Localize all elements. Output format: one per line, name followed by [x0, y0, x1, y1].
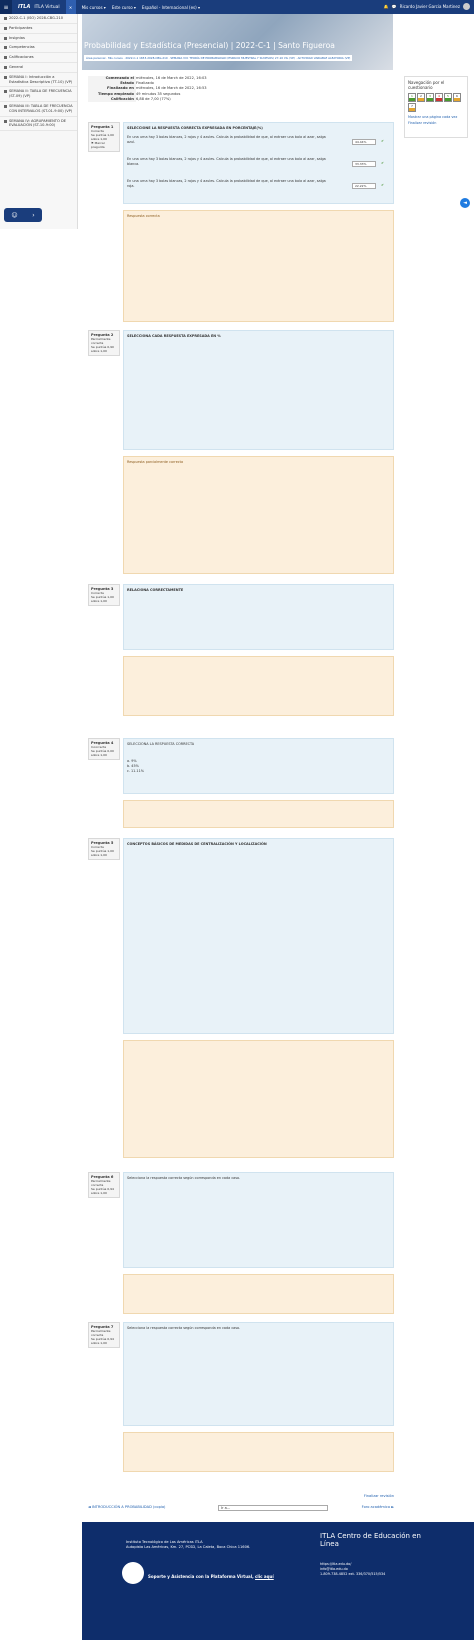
close-icon[interactable]: ✕	[66, 0, 76, 14]
attempt-summary	[88, 76, 378, 102]
drawer-item[interactable]	[0, 87, 77, 102]
check-icon: ✔	[381, 139, 384, 143]
question-number: Pregunta 3	[91, 587, 114, 591]
question-number: Pregunta 5	[91, 841, 114, 845]
question-info	[88, 1322, 120, 1348]
jump-to-select[interactable]: Ir a...	[218, 1505, 328, 1511]
question-grade: Se puntúa 0,00 sobre 1,00	[91, 749, 114, 757]
drawer-item[interactable]	[0, 24, 77, 34]
question-state: Parcialmente correcta	[91, 1329, 111, 1337]
question-item: En una urna hay 3 bolas blancas, 2 rojas y 4 azules. Calcula la probabilidad de que, al extraer una bola al azar, salga blanca.	[127, 157, 326, 166]
question-3	[88, 584, 394, 714]
question-number: Pregunta 6	[91, 1175, 114, 1179]
answer-select[interactable]: 33.33%	[352, 161, 376, 167]
question-number: Pregunta 1	[91, 125, 114, 129]
drawer-item-label: 2022-C-1 (ISO) 2028-CBG-210	[9, 16, 64, 20]
summary-label: Calificación	[88, 97, 136, 102]
question-feedback	[123, 1040, 394, 1158]
folder-icon	[4, 37, 7, 40]
question-item: En una urna hay 3 bolas blancas, 2 rojas y 4 azules. Calcula la probabilidad de que, al extraer una bola al azar, salga azul.	[127, 135, 326, 144]
drawer-item[interactable]	[0, 43, 77, 53]
summary-row	[88, 97, 378, 102]
folder-icon	[4, 105, 7, 108]
question-state: Correcta	[91, 591, 104, 595]
radio-option-c[interactable]: c. 11.11%	[127, 769, 144, 773]
question-info	[88, 330, 120, 356]
folder-icon	[4, 120, 7, 123]
footer-org: Instituto Tecnológico de Las Américas ITLA	[126, 1540, 203, 1544]
question-state: Correcta	[91, 845, 104, 849]
question-grade: Se puntúa 1,00 sobre 1,00	[91, 133, 114, 141]
question-info	[88, 122, 120, 152]
footer-web-link[interactable]: https://itla.edu.do/	[320, 1562, 352, 1566]
question-grade: Se puntúa 0,90 sobre 1,00	[91, 345, 114, 353]
site-brand[interactable]: ITLA Virtual	[34, 4, 60, 10]
question-grade: Se puntúa 0,94 sobre 1,00	[91, 1337, 114, 1345]
page-title: Probabilidad y Estadística (Presencial) | 2022-C-1 | Santo Figueroa	[84, 41, 335, 50]
nav-drawer	[0, 14, 78, 229]
drawer-item-label: General	[9, 64, 24, 69]
radio-option-a[interactable]: a. 9%	[127, 759, 137, 763]
question-feedback	[123, 800, 394, 828]
question-feedback	[123, 1432, 394, 1472]
chat-bubble-icon[interactable]: ☺	[11, 211, 18, 219]
user-name: Ricardo Javier Garcia Martinez	[399, 4, 460, 9]
quiz-nav-title: Navegación por el cuestionario	[408, 80, 445, 90]
drawer-item-label: Competencias	[9, 45, 35, 50]
check-icon: ✔	[381, 161, 384, 165]
footer-center-title: ITLA Centro de Educación en Línea	[320, 1532, 421, 1548]
question-info	[88, 838, 120, 860]
menu-mis-cursos[interactable]: Mis cursos ▾	[81, 4, 106, 10]
support-link[interactable]: clic aquí	[255, 1574, 274, 1579]
summary-label: Finalizado en	[88, 86, 136, 91]
question-state: Correcta	[91, 129, 104, 133]
drawer-item-label: Calificaciones	[9, 55, 34, 60]
summary-value: 49 minutos 35 segundos	[136, 91, 181, 96]
folder-icon	[4, 17, 7, 20]
folder-icon	[4, 76, 7, 79]
activity-navigation	[88, 1505, 394, 1515]
question-info	[88, 1172, 120, 1198]
question-text	[123, 330, 394, 450]
finish-review-link[interactable]: Finalizar revisión	[408, 121, 437, 125]
question-feedback	[123, 210, 394, 322]
question-title: SELECCIONA CADA RESPUESTA EXPRESADA EN %	[127, 334, 221, 338]
summary-label: Estado	[88, 81, 136, 86]
bell-icon[interactable]: 🔔	[383, 4, 389, 9]
footer-support: Soporte y Asistencia con la Plataforma Virtual, clic aquí	[148, 1574, 274, 1579]
question-grade: Se puntúa 1,00 sobre 1,00	[91, 595, 114, 603]
question-title: CONCEPTOS BÁSICOS DE MEDIDAS DE CENTRALIZACIÓN Y LOCALIZACIÓN	[127, 842, 267, 846]
question-text	[123, 1172, 394, 1268]
summary-label: Comenzado el	[88, 76, 136, 81]
drawer-item[interactable]	[0, 14, 77, 24]
drawer-item-label: Insignias	[9, 35, 25, 40]
quiz-nav-3[interactable]: 3	[426, 93, 434, 102]
summary-value: Finalizado	[136, 81, 154, 86]
top-navbar	[0, 0, 474, 14]
question-text	[123, 584, 394, 650]
question-feedback	[123, 456, 394, 574]
drawer-item[interactable]	[0, 53, 77, 63]
chat-widget[interactable]	[4, 208, 42, 222]
question-feedback	[123, 656, 394, 716]
next-activity-link[interactable]: Foro académico ►	[361, 1505, 394, 1509]
question-title: RELACIONA CORRECTAMENTE	[127, 588, 184, 592]
summary-value: miércoles, 16 de March de 2022, 16:03	[136, 76, 207, 80]
question-5	[88, 838, 394, 1158]
question-2	[88, 330, 394, 574]
question-4	[88, 738, 394, 828]
question-text	[123, 738, 394, 794]
answer-select[interactable]: 22.22%	[352, 183, 376, 189]
question-state: Parcialmente correcta	[91, 337, 111, 345]
question-text	[123, 838, 394, 1034]
support-mascot-icon	[122, 1562, 144, 1584]
quiz-nav-5[interactable]: 5	[444, 93, 452, 102]
summary-value: 6,88 de 7,00 (77%)	[136, 96, 171, 101]
question-info	[88, 584, 120, 606]
menu-language[interactable]: Español - Internacional (es) ▾	[141, 4, 200, 10]
footer-mail-link[interactable]: info@itla.edu.do	[320, 1567, 348, 1571]
quiz-nav-1[interactable]: 1	[408, 93, 416, 102]
drawer-item[interactable]	[0, 73, 77, 88]
question-grade: Se puntúa 1,00 sobre 1,00	[91, 849, 114, 857]
summary-label: Tiempo empleado	[88, 92, 136, 97]
question-number: Pregunta 4	[91, 741, 114, 745]
question-number: Pregunta 2	[91, 333, 114, 337]
menu-este-curso[interactable]: Este curso ▾	[111, 4, 136, 10]
question-title: SELECCIONE LA RESPUESTA CORRECTA EXPRESADA EN PORCENTAJE(%)	[127, 126, 263, 130]
chat-icon[interactable]: 💬	[391, 4, 397, 9]
radio-option-b[interactable]: b. 45%	[127, 764, 139, 768]
drawer-item[interactable]	[0, 117, 77, 132]
prev-activity-link[interactable]: ◄ INTRODUCCIÓN A PROBABILIDAD (copia)	[88, 1505, 166, 1509]
finish-review-button[interactable]: Finalizar revisión	[363, 1494, 394, 1498]
quiz-nav-buttons	[408, 93, 464, 113]
course-header	[82, 14, 393, 70]
question-info	[88, 738, 120, 760]
drawer-item-label: SEMANA II: TABLA DE FRECUENCIA (ST-09) (VP)	[9, 89, 72, 99]
quiz-nav-2[interactable]: 2	[417, 93, 425, 102]
question-title: Selecciona la respuesta correcta según corresponda en cada caso.	[127, 1176, 241, 1180]
question-title: Selecciona la respuesta correcta según corresponda en cada caso.	[127, 1326, 241, 1330]
chevron-right-icon[interactable]: ›	[32, 211, 35, 219]
question-title: SELECCIONA LA RESPUESTA CORRECTA	[127, 742, 195, 746]
question-6	[88, 1172, 394, 1312]
drawer-item[interactable]	[0, 63, 77, 73]
question-state: Incorrecta	[91, 745, 107, 749]
summary-value: miércoles, 16 de March de 2022, 16:53	[136, 86, 207, 91]
question-text	[123, 122, 394, 204]
question-item: En una urna hay 3 bolas blancas, 2 rojas y 4 azules. Calcula la probabilidad de que, al extraer una bola al azar, salga roja.	[127, 179, 326, 188]
question-number: Pregunta 7	[91, 1325, 114, 1329]
page-footer	[82, 1522, 474, 1640]
question-state: Parcialmente correcta	[91, 1179, 111, 1187]
feedback-title: Respuesta parcialmente correcta	[127, 460, 184, 464]
drawer-item-label: SEMANA III: TABLA DE FRECUENCIA CON INTERVALOS (ST-01-9:00) (VP)	[9, 103, 73, 113]
quiz-nav-6[interactable]: 6	[453, 93, 461, 102]
question-7	[88, 1322, 394, 1472]
quiz-nav-7[interactable]: 7	[408, 103, 416, 112]
answer-select[interactable]: 44.44%	[352, 139, 376, 145]
folder-icon	[4, 46, 7, 49]
folder-icon	[4, 90, 7, 93]
quiz-navigation	[404, 76, 468, 138]
scroll-button[interactable]: ◄	[460, 198, 470, 208]
user-menu[interactable]	[384, 3, 470, 10]
drawer-item[interactable]	[0, 34, 77, 44]
drawer-item[interactable]	[0, 102, 77, 117]
show-one-page-link[interactable]: Mostrar una página cada vez	[408, 115, 458, 119]
footer-phone: 1-809-738-4852 ext. 336/370/515/534	[320, 1572, 386, 1576]
question-1	[88, 122, 394, 340]
folder-icon	[4, 27, 7, 30]
itla-logo: ITLA	[18, 4, 31, 10]
drawer-item-label: SEMANA IV: AGRUPAMIENTO DE EVALUACIÓN (ST-10-9:00)	[9, 118, 67, 128]
folder-icon	[4, 56, 7, 59]
question-text	[123, 1322, 394, 1426]
feedback-title: Respuesta correcta	[127, 214, 160, 218]
breadcrumb[interactable]: Área personal · Mis cursos · 2022-C-1 1653-2028-CBG-210 · SEMANA VIII: TEORÍA DE PROBABILIDAD (ESPACIO MUESTRAL Y SUCESOS) 27-10 VIL (VP) · ACTIVIDAD VARIABLE ALEATORIA (VP)	[86, 56, 351, 60]
question-grade: Se puntúa 0,94 sobre 1,00	[91, 1187, 114, 1195]
drawer-item-label: SEMANA I: Introducción a Estadística Descriptiva (TT-10) (VP)	[9, 74, 73, 84]
check-icon: ✔	[381, 183, 384, 187]
folder-icon	[4, 66, 7, 69]
hamburger-icon[interactable]: ≡	[0, 0, 12, 14]
flag-icon[interactable]: ⚑ Marcar pregunta	[91, 141, 105, 149]
quiz-nav-4[interactable]: 4	[435, 93, 443, 102]
drawer-item-label: Participantes	[9, 25, 33, 30]
question-feedback	[123, 1274, 394, 1314]
avatar[interactable]	[463, 3, 470, 10]
footer-address: Autopista Las Américas, Km. 27, PCSD, La Caleta, Boca Chica 11606.	[126, 1545, 251, 1549]
